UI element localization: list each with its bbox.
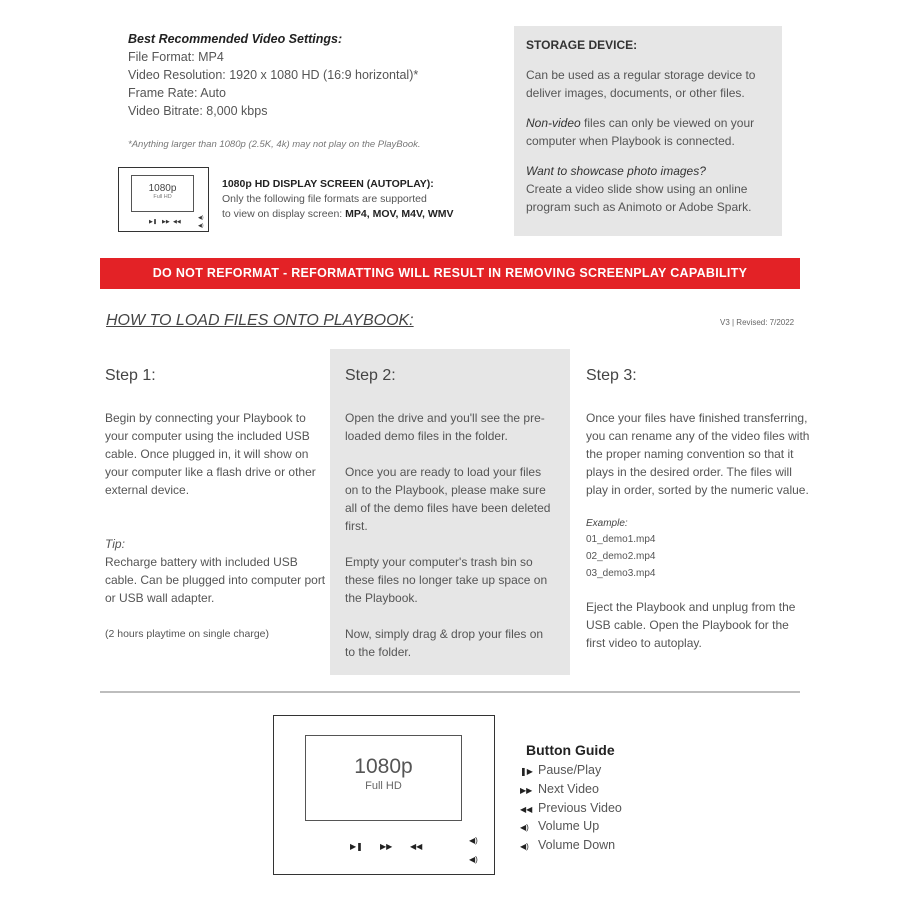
divider: [100, 691, 800, 693]
storage-title: STORAGE DEVICE:: [526, 38, 638, 52]
step-1: [105, 349, 327, 661]
volume-up-icon: ◀): [198, 215, 204, 221]
battery-note: (2 hours playtime on single charge): [105, 628, 270, 640]
version-label: V3 | Revised: 7/2022: [720, 318, 795, 327]
settings-line: File Format: MP4: [128, 50, 224, 64]
small-screen-resolution: 1080p: [148, 183, 177, 194]
step-2-text-1: Open the drive and you'll see the pre-loaded demo files in the folder.: [345, 411, 545, 443]
warning-banner: DO NOT REFORMAT - REFORMATTING WILL RESULT IN REMOVING SCREENPLAY CAPABILITY: [100, 258, 800, 289]
example-label: Example:: [586, 518, 628, 529]
step-2-title: Step 2:: [345, 367, 396, 384]
storage-device-box: [514, 26, 782, 236]
guide-label: Volume Down: [538, 838, 616, 853]
step-3-text-1: Once your files have finished transferring, you can rename any of the video files with the proper naming convention so that it plays in the desired order. The files will play in order, sorted by the numeric value.: [586, 411, 810, 497]
tip-label: Tip:: [105, 537, 125, 551]
small-playbook-illustration: [118, 167, 209, 232]
guide-row: [520, 818, 622, 837]
previous-icon: ◀◀: [410, 842, 423, 851]
step-1-title: Step 1:: [105, 367, 156, 384]
example-file: 01_demo1.mp4: [586, 534, 656, 545]
playbook-illustration: [273, 715, 495, 875]
how-to-title: HOW TO LOAD FILES ONTO PLAYBOOK:: [106, 312, 414, 329]
tip-text: Recharge battery with included USB cable. Can be plugged into computer port or USB wall adapter.: [105, 555, 326, 605]
button-guide-title: Button Guide: [526, 742, 615, 758]
screen-resolution: 1080p: [354, 755, 413, 778]
step-2: [330, 349, 570, 675]
step-3-text-2: Eject the Playbook and unplug from the USB cable. Open the Playbook for the first video to autoplay.: [586, 600, 796, 650]
next-icon: ▶▶: [520, 785, 533, 795]
volume-down-icon: ◀): [198, 223, 204, 229]
guide-row: [520, 762, 622, 781]
settings-line: Video Bitrate: 8,000 kbps: [128, 104, 268, 118]
display-screen: [305, 735, 462, 821]
display-line2-prefix: to view on display screen:: [222, 208, 346, 220]
storage-p1: Can be used as a regular storage device to deliver images, documents, or other files.: [526, 68, 756, 100]
next-icon: ▶▶: [162, 219, 170, 225]
settings-note: *Anything larger than 1080p (2.5K, 4k) may not play on the PlayBook.: [128, 139, 421, 150]
previous-icon: ◀◀: [520, 804, 533, 814]
storage-p2-rest: files can only be viewed on your computer when Playbook is connected.: [526, 116, 755, 148]
step-3: [586, 349, 811, 670]
step-2-text-2: Once you are ready to load your files on to the Playbook, please make sure all of the demo files have been deleted first.: [345, 465, 551, 533]
storage-p2: [526, 114, 770, 150]
step-2-text-4: Now, simply drag & drop your files on to the folder.: [345, 627, 544, 659]
next-icon: ▶▶: [380, 842, 393, 851]
button-guide: [520, 742, 622, 856]
guide-row: [520, 800, 622, 819]
guide-label: Previous Video: [538, 800, 622, 815]
step-3-title: Step 3:: [586, 367, 637, 384]
small-display-screen: [131, 175, 194, 212]
screen-sub: Full HD: [365, 780, 402, 792]
settings-line: Frame Rate: Auto: [128, 86, 226, 100]
pause-play-icon: ❚▶: [520, 767, 533, 776]
volume-down-icon: ◀): [520, 842, 529, 852]
video-settings: [128, 30, 498, 154]
storage-p3-em: Want to showcase photo images?: [526, 164, 706, 178]
step-1-text: Begin by connecting your Playbook to your computer using the included USB cable. Once plugged in, it will show on your computer like a flash drive or other external device.: [105, 411, 316, 497]
guide-label: Pause/Play: [538, 763, 602, 777]
display-line1: Only the following file formats are supported: [222, 193, 427, 205]
storage-p3-rest: Create a video slide show using an online program such as Animoto or Adobe Spark.: [526, 182, 752, 214]
previous-icon: ◀◀: [173, 219, 181, 225]
settings-line: Video Resolution: 1920 x 1080 HD (16:9 horizontal)*: [128, 68, 419, 82]
display-title: 1080p HD DISPLAY SCREEN (AUTOPLAY):: [222, 178, 434, 190]
storage-p3: [526, 162, 770, 216]
display-screen-info: [222, 177, 492, 222]
volume-up-icon: ◀): [469, 836, 478, 845]
example-file: 02_demo2.mp4: [586, 551, 656, 562]
guide-row: [520, 837, 622, 856]
volume-up-icon: ◀): [520, 823, 529, 833]
play-pause-icon: ▶❚: [149, 219, 158, 225]
small-screen-sub: Full HD: [153, 194, 172, 200]
play-pause-icon: ▶❚: [350, 842, 363, 851]
volume-down-icon: ◀): [469, 855, 478, 864]
example-file: 03_demo3.mp4: [586, 568, 656, 579]
display-line2: [222, 207, 492, 222]
guide-label: Next Video: [538, 781, 599, 796]
guide-label: Volume Up: [538, 819, 600, 834]
guide-row: [520, 781, 622, 800]
display-formats: MP4, MOV, M4V, WMV: [345, 208, 454, 220]
storage-p2-em: Non-video: [526, 116, 581, 130]
step-2-text-3: Empty your computer's trash bin so these files no longer take up space on the Playbook.: [345, 555, 548, 605]
settings-title: Best Recommended Video Settings:: [128, 32, 343, 46]
